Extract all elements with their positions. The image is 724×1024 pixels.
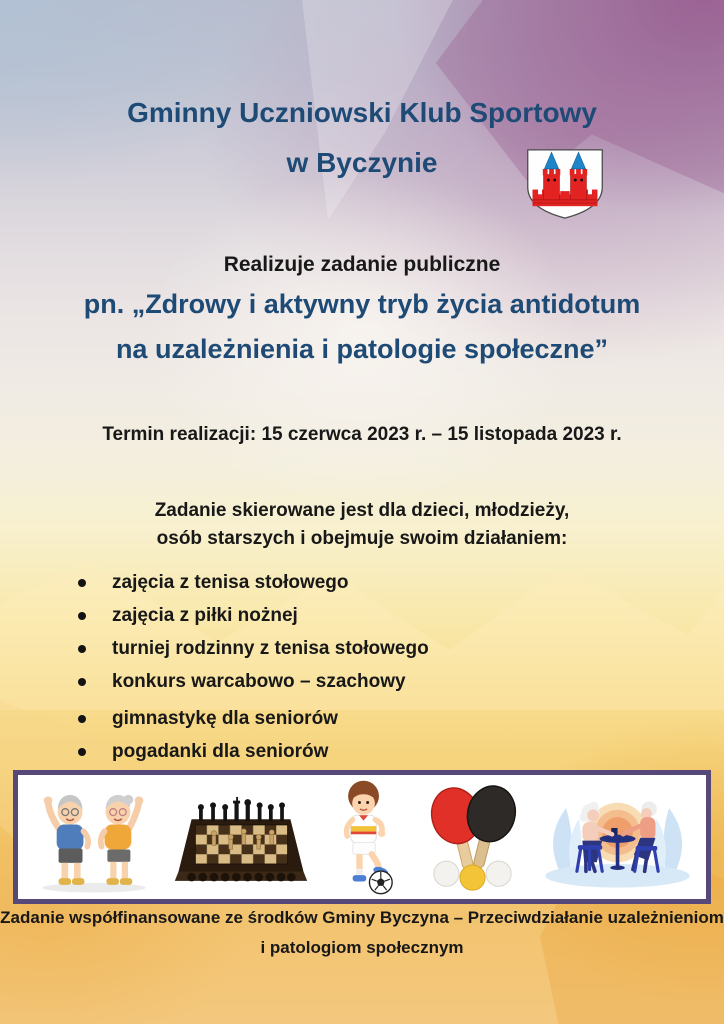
list-item [76, 741, 429, 763]
audience-line2: osób starszych i obejmuje swoim działaniem: [156, 528, 568, 549]
list-item [76, 708, 429, 730]
crest-wall [533, 190, 598, 207]
bullet-icon [78, 579, 86, 587]
activity-label: gimnastykę dla seniorów [112, 708, 338, 729]
seniors-board-game-icon [539, 781, 697, 893]
gallery-cell [171, 782, 311, 892]
gallery-cell [539, 781, 697, 893]
gallery-cell [27, 779, 161, 895]
bullet-icon [78, 645, 86, 653]
byczyna-coat-of-arms-icon [523, 143, 607, 225]
wooden-chess-set-icon [171, 782, 311, 892]
project-title-line1: pn. „Zdrowy i aktywny tryb życia antidotum [83, 289, 641, 319]
audience-line1: Zadanie skierowane jest dla dzieci, młodzieży, [154, 500, 570, 521]
activity-label: konkurs warcabowo – szachowy [112, 671, 406, 692]
term-line: Termin realizacji: 15 czerwca 2023 r. – 15 listopada 2023 r. [102, 424, 622, 445]
seniors-exercising-icon [27, 779, 161, 895]
bullet-icon [78, 715, 86, 723]
activity-label: zajęcia z piłki nożnej [112, 605, 298, 626]
boy-playing-football-icon [320, 778, 408, 896]
project-title-line2: na uzależnienia i patologie społeczne” [115, 334, 609, 364]
activity-label: zajęcia z tenisa stołowego [112, 572, 349, 593]
list-item [76, 638, 429, 660]
image-banner [13, 770, 711, 904]
gallery-cell [320, 778, 408, 896]
club-name-line2: w Byczynie [286, 147, 438, 178]
list-item [76, 671, 429, 693]
list-item [76, 572, 429, 594]
activities-list [76, 572, 429, 774]
table-tennis-paddles-icon [417, 779, 529, 895]
bullet-icon [78, 678, 86, 686]
intro-line: Realizuje zadanie publiczne [223, 253, 501, 276]
list-item [76, 605, 429, 627]
footer-line2: i patologiom społecznym [260, 938, 464, 957]
bullet-icon [78, 612, 86, 620]
gallery-cell [417, 779, 529, 895]
club-name-line1: Gminny Uczniowski Klub Sportowy [127, 97, 597, 128]
activity-label: turniej rodzinny z tenisa stołowego [112, 638, 429, 659]
activity-label: pogadanki dla seniorów [112, 741, 329, 762]
footer-line1: Zadanie współfinansowane ze środków Gminy Byczyna – Przeciwdziałanie uzależnieniom [0, 908, 724, 927]
bullet-icon [78, 748, 86, 756]
